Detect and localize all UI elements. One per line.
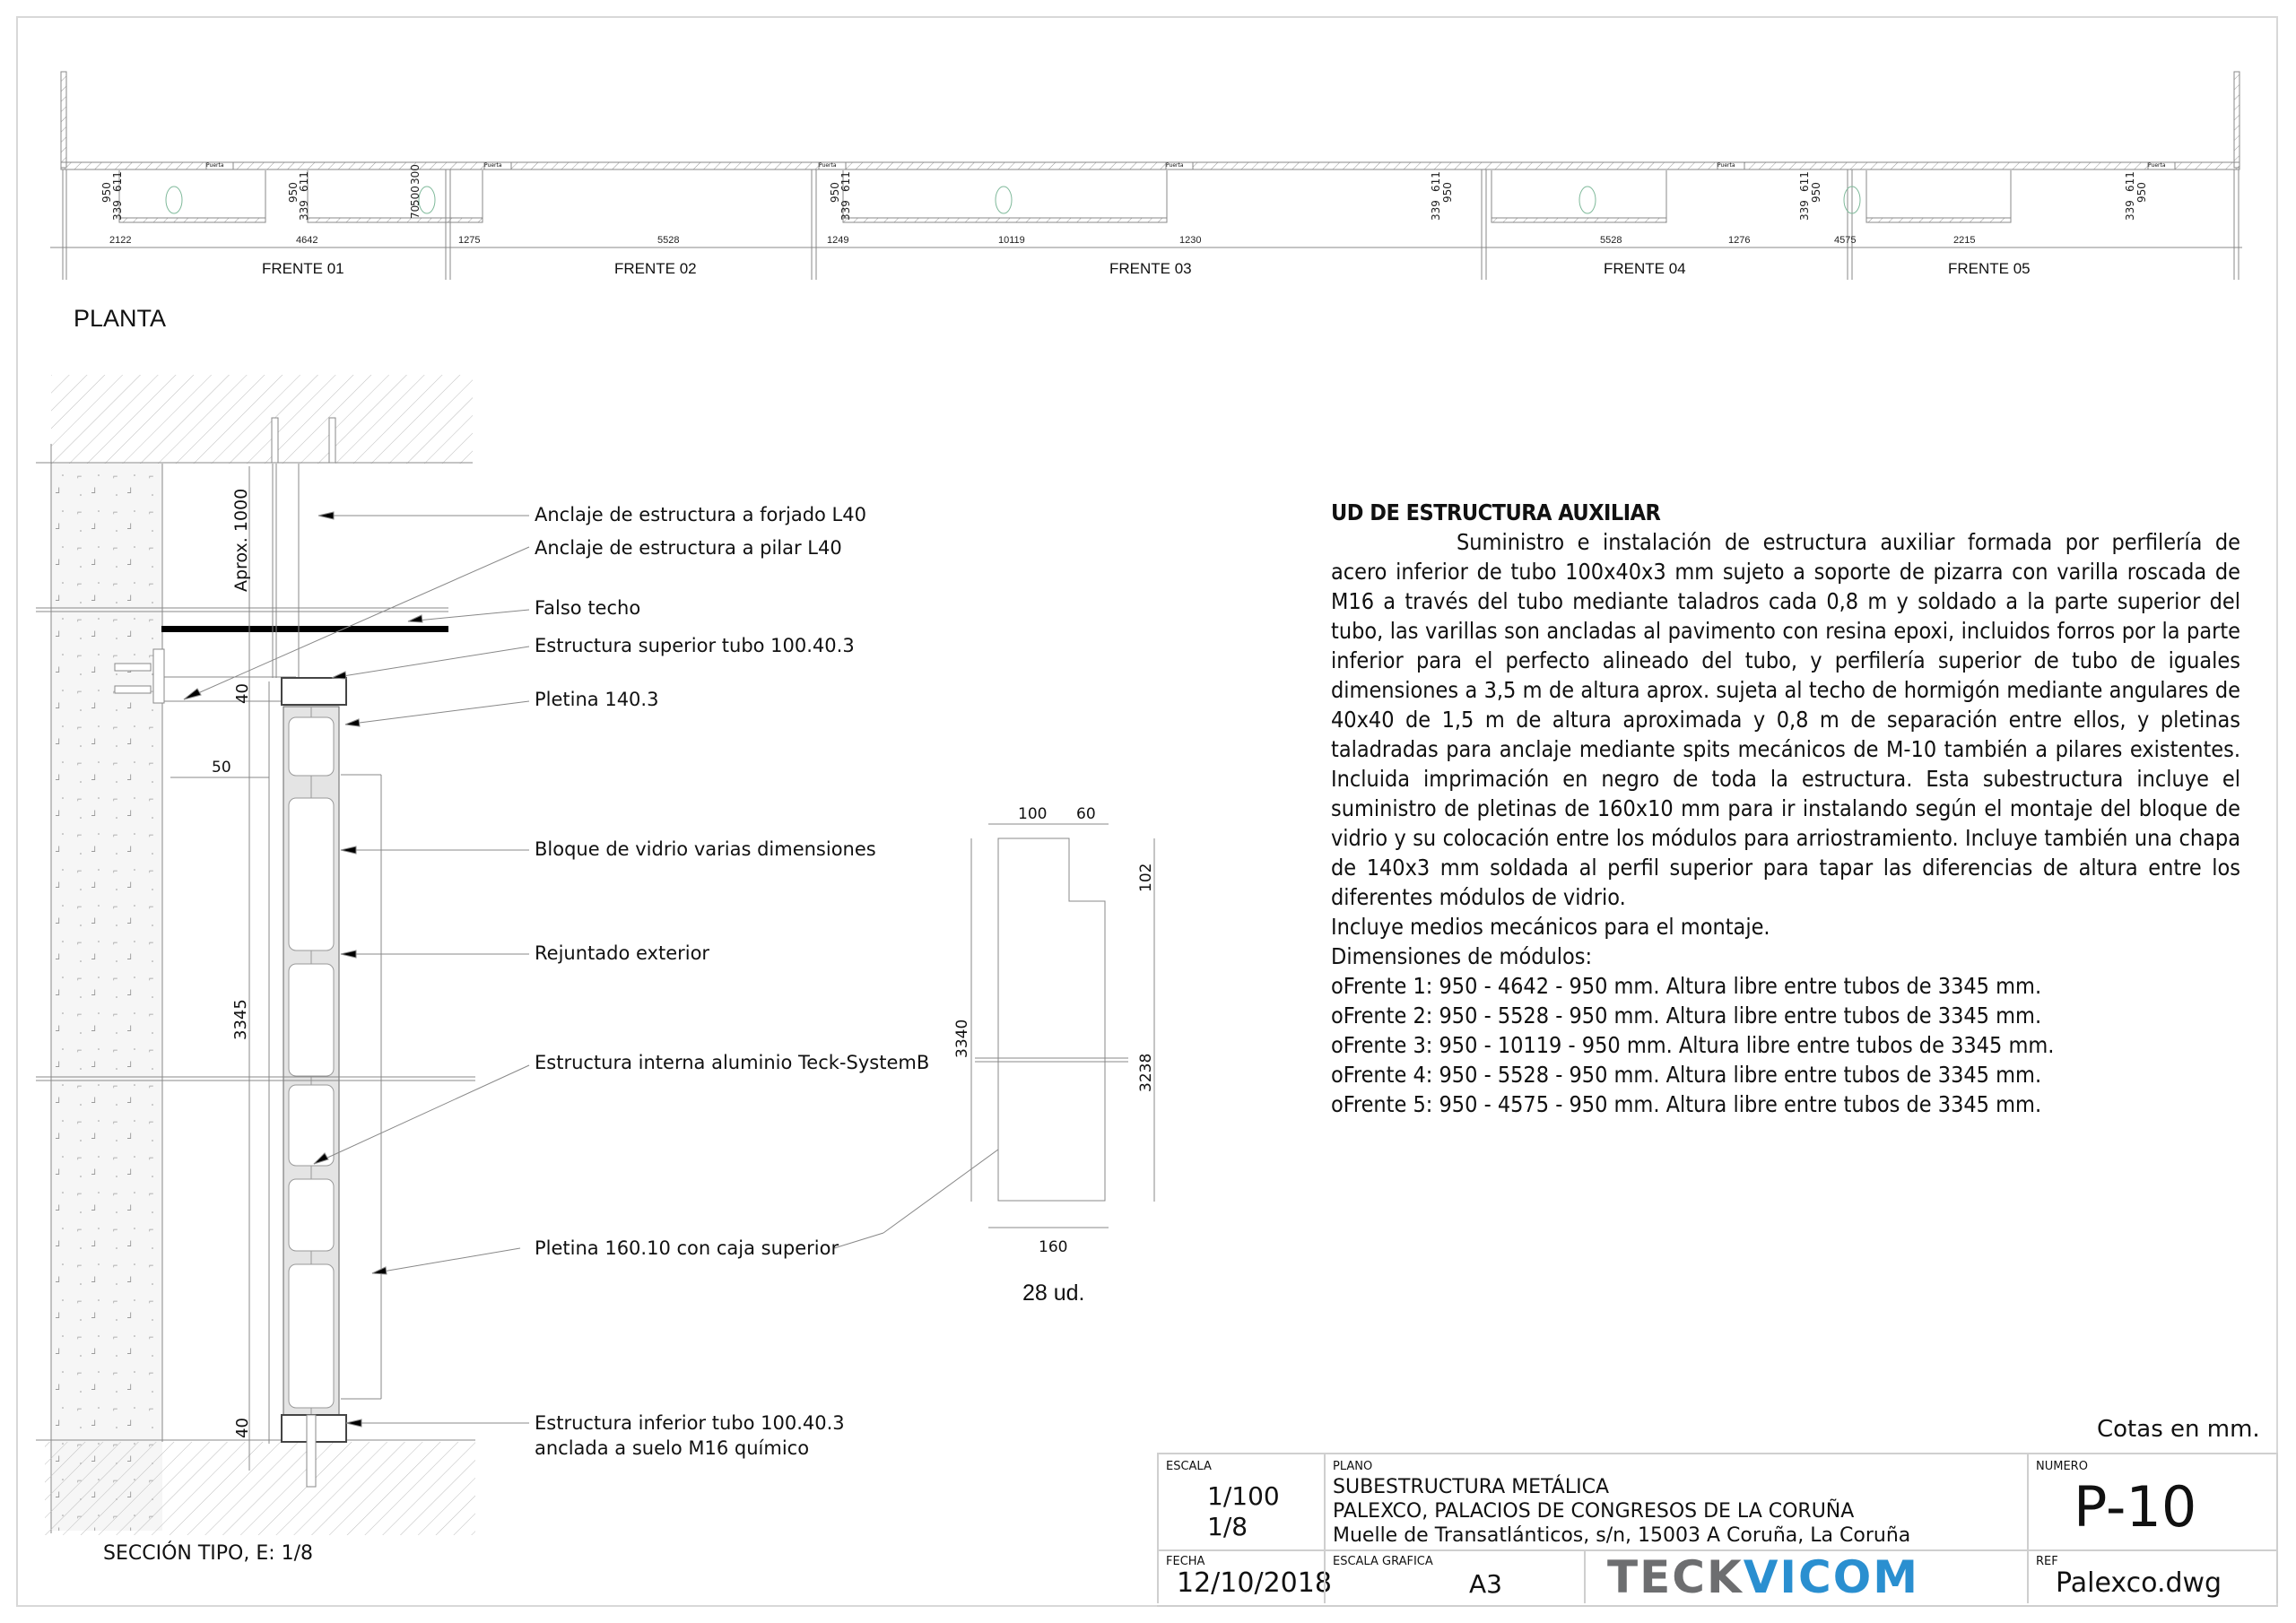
logo-text-grey: TECK bbox=[1607, 1551, 1744, 1603]
plan-line-1: SUBESTRUCTURA METÁLICA bbox=[1333, 1476, 1610, 1498]
callout-anchor-pillar: Anclaje de estructura a pilar L40 bbox=[535, 537, 842, 559]
dim-depth-a-3r: 611 bbox=[1430, 171, 1442, 192]
dim-width-4: 5528 bbox=[1600, 235, 1622, 246]
plan-line-3: Muelle de Transatlánticos, s/n, 15003 A Coruña, La Coruña bbox=[1333, 1524, 1911, 1547]
scale-value-2: 1/8 bbox=[1207, 1512, 1248, 1541]
graphic-scale-value: A3 bbox=[1469, 1569, 1502, 1599]
spec-module-text: Frente 5: 950 - 4575 - 950 mm. Altura libre entre tubos de 3345 mm. bbox=[1343, 1091, 2042, 1117]
company-logo bbox=[1607, 1551, 1919, 1603]
plate-dim-partial-height: 3238 bbox=[1137, 1053, 1155, 1092]
door-label: Puerta bbox=[206, 162, 224, 169]
scale-cell bbox=[1157, 1454, 1324, 1551]
logo-cell bbox=[1584, 1551, 2027, 1603]
ref-label: REF bbox=[2036, 1555, 2058, 1568]
dim-depth-a-5: 611 bbox=[2124, 171, 2136, 192]
dim-side-1: 2122 bbox=[109, 235, 132, 246]
callout-bottom-tube-2: anclada a suelo M16 químico bbox=[535, 1437, 810, 1459]
callout-plate-140: Pletina 140.3 bbox=[535, 689, 659, 710]
spec-line-means: Incluye medios mecánicos para el montaje. bbox=[1331, 914, 1770, 940]
spec-module-text: Frente 2: 950 - 5528 - 950 mm. Altura libre entre tubos de 3345 mm. bbox=[1343, 1002, 2042, 1028]
dim-depth-b-1: 339 bbox=[111, 200, 124, 221]
front-label-2: FRENTE 02 bbox=[614, 260, 697, 277]
door-label: Puerta bbox=[484, 162, 502, 169]
number-label: NUMERO bbox=[2036, 1460, 2088, 1473]
plate-dim-top-a: 100 bbox=[1018, 805, 1048, 823]
spec-module-5 bbox=[1331, 1089, 2240, 1119]
date-label: FECHA bbox=[1166, 1555, 1205, 1568]
dim-depth-b-3r: 339 bbox=[1430, 200, 1442, 221]
graphic-scale-cell bbox=[1324, 1551, 1584, 1603]
scale-label: ESCALA bbox=[1166, 1460, 1212, 1473]
dim-side-2: 1275 bbox=[458, 235, 481, 246]
dim-aprox: Aprox. 1000 bbox=[231, 488, 251, 592]
dim-width-1: 4642 bbox=[296, 235, 318, 246]
ref-value: Palexco.dwg bbox=[2056, 1567, 2222, 1599]
dim-width-2: 5528 bbox=[657, 235, 680, 246]
dim-depth-5: 950 bbox=[2135, 182, 2148, 203]
plan-cell bbox=[1324, 1454, 2027, 1551]
plate-dim-notch: 102 bbox=[1137, 863, 1155, 892]
spec-heading: UD DE ESTRUCTURA AUXILIAR bbox=[1331, 499, 1661, 525]
date-cell bbox=[1157, 1551, 1332, 1603]
plan-title: PLANTA bbox=[74, 305, 167, 332]
plan-line-2: PALEXCO, PALACIOS DE CONGRESOS DE LA CORUÑA bbox=[1333, 1500, 1855, 1523]
front-label-4: FRENTE 04 bbox=[1604, 260, 1686, 277]
dim-extra-2a: 70 bbox=[409, 204, 422, 219]
door-label: Puerta bbox=[2148, 162, 2166, 169]
plate-detail bbox=[971, 824, 1154, 1228]
section-title: SECCIÓN TIPO, E: 1/8 bbox=[103, 1542, 314, 1565]
spec-module-text: Frente 3: 950 - 10119 - 950 mm. Altura libre entre tubos de 3345 mm. bbox=[1343, 1032, 2055, 1058]
dim-depth-a-3: 611 bbox=[839, 171, 852, 192]
dim-extra-2b: 500 bbox=[409, 186, 422, 206]
callout-top-tube: Estructura superior tubo 100.40.3 bbox=[535, 635, 855, 656]
dim-depth-b-2: 339 bbox=[298, 200, 310, 221]
callout-glass-block: Bloque de vidrio varias dimensiones bbox=[535, 838, 876, 860]
spec-module-1 bbox=[1331, 971, 2240, 1001]
door-label: Puerta bbox=[1166, 162, 1184, 169]
dim-side-3: 1249 bbox=[827, 235, 849, 246]
plate-dim-top-b: 60 bbox=[1076, 805, 1096, 823]
dim-depth-b-4: 339 bbox=[1798, 200, 1811, 221]
spec-block bbox=[1331, 498, 2240, 1119]
plan-label: PLANO bbox=[1333, 1460, 1373, 1473]
date-value: 12/10/2018 bbox=[1177, 1567, 1332, 1599]
callout-anchor-slab: Anclaje de estructura a forjado L40 bbox=[535, 504, 866, 525]
callout-plate-160: Pletina 160.10 con caja superior bbox=[535, 1237, 839, 1259]
front-label-5: FRENTE 05 bbox=[1948, 260, 2031, 277]
plate-quantity: 28 ud. bbox=[1022, 1280, 1085, 1306]
graphic-scale-label: ESCALA GRAFICA bbox=[1333, 1555, 1433, 1568]
callout-internal-structure: Estructura interna aluminio Teck-SystemB bbox=[535, 1052, 930, 1073]
spec-module-3 bbox=[1331, 1030, 2240, 1060]
dim-extra-2c: 300 bbox=[409, 164, 422, 185]
section-geometry bbox=[36, 375, 475, 1535]
dim-depth-3r: 950 bbox=[1441, 182, 1454, 203]
door-label: Puerta bbox=[1718, 162, 1735, 169]
dim-depth-a-1: 611 bbox=[111, 171, 124, 192]
spec-line-dimensions: Dimensiones de módulos: bbox=[1331, 943, 1593, 969]
plate-dim-width: 160 bbox=[1039, 1238, 1068, 1256]
dim-side-5-right: 2215 bbox=[1953, 235, 1976, 246]
dim-depth-a-4: 611 bbox=[1798, 171, 1811, 192]
dim-depth-b-3: 339 bbox=[839, 200, 852, 221]
dim-depth-2: 950 bbox=[287, 182, 300, 203]
units-note: Cotas en mm. bbox=[2097, 1416, 2260, 1443]
callout-bottom-tube: Estructura inferior tubo 100.40.3 bbox=[535, 1412, 845, 1434]
dim-width-3: 10119 bbox=[998, 235, 1025, 246]
drawing-number: P-10 bbox=[2074, 1474, 2197, 1540]
dim-depth-4: 950 bbox=[1810, 182, 1822, 203]
callout-false-ceiling: Falso techo bbox=[535, 597, 641, 619]
dim-offset: 50 bbox=[212, 759, 231, 777]
front-label-3: FRENTE 03 bbox=[1109, 260, 1192, 277]
dim-width-5: 4575 bbox=[1834, 235, 1857, 246]
dim-depth-3: 950 bbox=[829, 182, 841, 203]
dim-top-tube: 40 bbox=[233, 683, 252, 704]
number-cell bbox=[2027, 1454, 2278, 1551]
dim-depth-a-2: 611 bbox=[298, 171, 310, 192]
title-block bbox=[1157, 1453, 2278, 1607]
logo-text-blue: VICOM bbox=[1743, 1551, 1919, 1603]
spec-module-text: Frente 4: 950 - 5528 - 950 mm. Altura libre entre tubos de 3345 mm. bbox=[1343, 1062, 2042, 1088]
glass-blocks bbox=[289, 717, 334, 1408]
spec-module-text: Frente 1: 950 - 4642 - 950 mm. Altura libre entre tubos de 3345 mm. bbox=[1343, 973, 2042, 999]
door-label: Puerta bbox=[819, 162, 837, 169]
spec-module-4 bbox=[1331, 1060, 2240, 1089]
dim-bottom-tube: 40 bbox=[233, 1418, 252, 1438]
dim-depth-1: 950 bbox=[100, 182, 113, 203]
spec-module-2 bbox=[1331, 1001, 2240, 1030]
dim-side-3-right: 1230 bbox=[1179, 235, 1202, 246]
ref-cell bbox=[2027, 1551, 2278, 1603]
dim-side-4-right: 1276 bbox=[1728, 235, 1751, 246]
plan-walls bbox=[50, 72, 2242, 280]
dim-depth-b-5: 339 bbox=[2124, 200, 2136, 221]
scale-value-1: 1/100 bbox=[1207, 1481, 1280, 1511]
front-label-1: FRENTE 01 bbox=[262, 260, 344, 277]
dim-height: 3345 bbox=[231, 999, 250, 1040]
plate-dim-total-height: 3340 bbox=[953, 1019, 971, 1058]
spec-paragraph: Suministro e instalación de estructura auxiliar formada por perfilería de acero inferior de tubo 100x40x3 mm sujeto a soporte de pizarra con varilla roscada de M16 a través del tubo mediante taladros cada 0,8 m y soldado a la parte superior del tubo, las varillas son ancladas al pavimento con resina epoxi, incluidos forros por la parte inferior para el perfecto alineado del tubo, y perfilería superior de tubo de iguales dimensiones a 3,5 m de altura aprox. sujeta al techo de hormigón mediante angulares de 40x40 de 1,5 m de altura aproximada y 0,8 m de separación entre ellos, y pletinas taladradas para anclaje mediante spits mecánicos de M-10 también a pilares existentes. Incluida imprimación en negro de toda la estructura. Esta subestructura incluye el suministro de pletinas de 160x10 mm para ir instalando según el montaje del bloque de vidrio y su colocación entre los módulos para arriostramiento. Incluye también una chapa de 140x3 mm soldada al perfil superior para tapar las diferencias de altura entre los diferentes módulos de vidrio. bbox=[1331, 529, 2240, 910]
callout-joint: Rejuntado exterior bbox=[535, 942, 710, 964]
